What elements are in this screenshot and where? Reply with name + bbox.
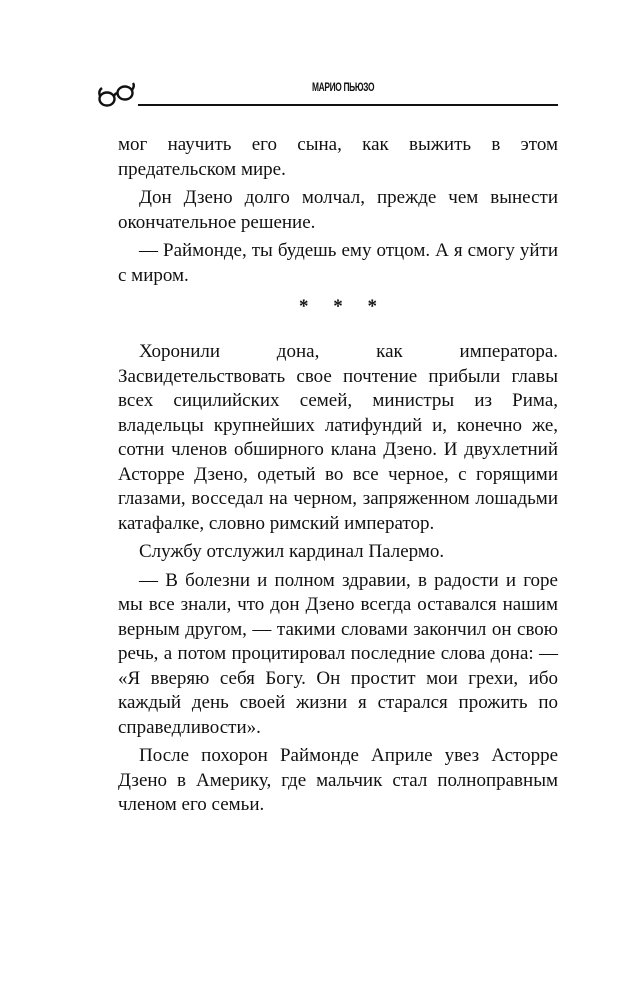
header-rule (138, 104, 558, 106)
paragraph: — Раймонде, ты будешь ему отцом. А я смогу уйти с миром. (118, 240, 558, 286)
paragraph: Службу отслужил кардинал Палермо. (139, 541, 445, 562)
eyeglasses-icon (96, 80, 138, 110)
paragraph: После похорон Раймонде Априле увез Асторре Дзено в Америку, где мальчик стал полноправным членом его семьи. (118, 745, 558, 815)
paragraph: Дон Дзено долго молчал, прежде чем вынести окончательное решение. (118, 187, 558, 233)
running-title: МАРИО ПЬЮЗО (312, 80, 375, 94)
text-section-2 (118, 340, 558, 818)
paragraph: мог научить его сына, как выжить в этом предательском мире. (118, 134, 558, 180)
text-section-1 (118, 133, 558, 288)
section-separator: * * * (299, 296, 387, 317)
running-header (96, 78, 558, 112)
paragraph: Хоронили дона, как императора. Засвидетельствовать свое почтение прибыли главы всех сицилийских семей, министры из Рима, владельцы крупнейших латифундий и, конечно же, сотни членов обширного клана Дзено. И двухлетний Асторре Дзено, одетый во все черное, с горящими глазами, восседал на черном, запряженном лошадьми катафалке, словно римский император. (118, 341, 558, 534)
paragraph: — В болезни и полном здравии, в радости и горе мы все знали, что дон Дзено всегда оставался нашим верным другом, — такими словами закончил он свою речь, а потом процитировал последние слова дона: — «Я вверяю себя Богу. Он простит мои грехи, ибо каждый день своей жизни я старался прожить по справедливости». (118, 569, 558, 738)
